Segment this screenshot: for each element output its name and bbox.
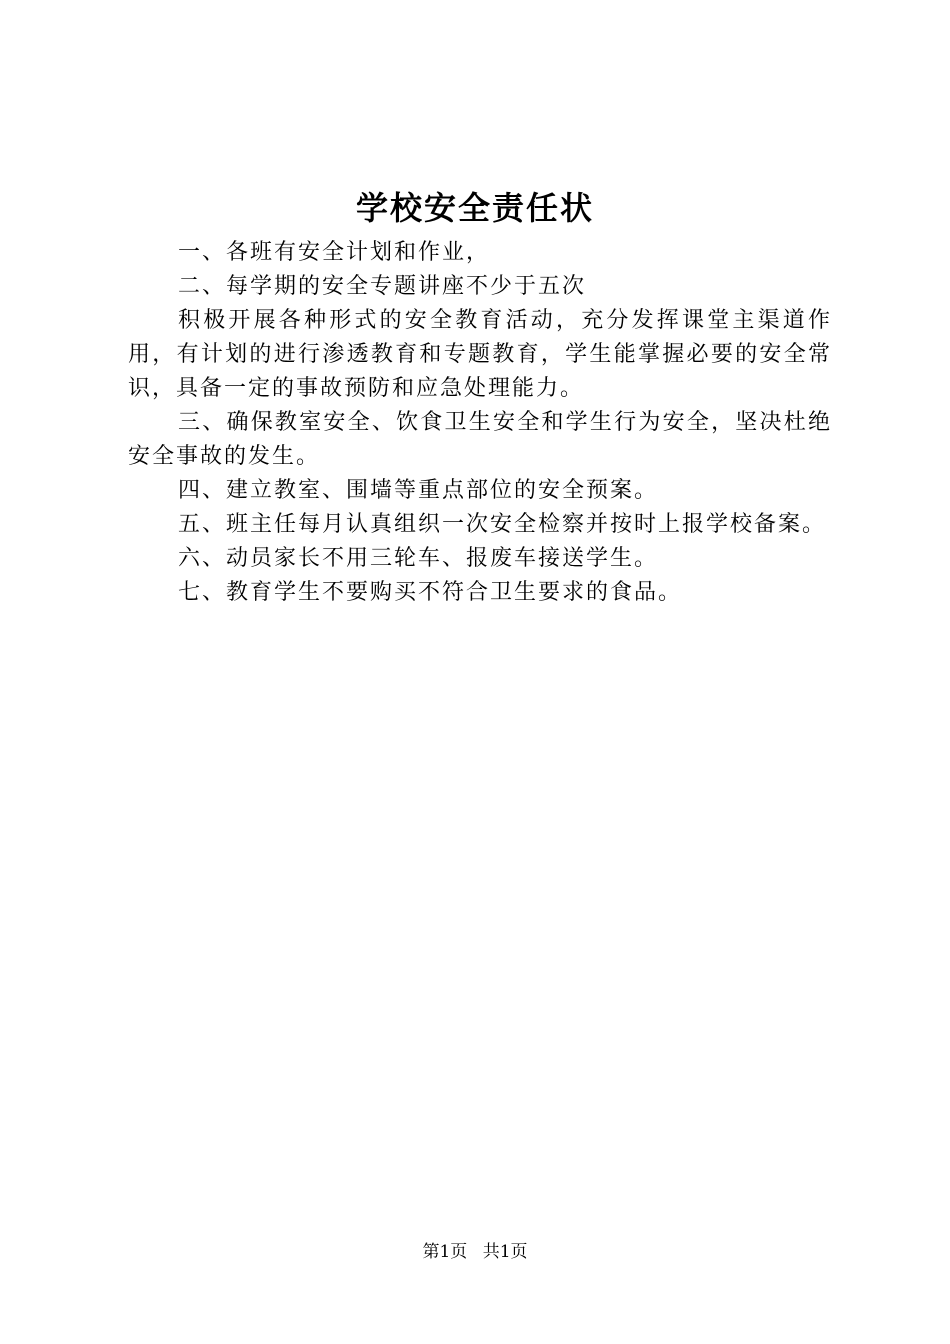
page-footer <box>0 1240 950 1264</box>
paragraph-2: 二、每学期的安全专题讲座不少于五次 <box>178 274 587 299</box>
document-body <box>128 236 832 610</box>
paragraph-4: 三、确保教室安全、饮食卫生安全和学生行为安全，坚决杜绝安全事故的发生。 <box>128 410 832 469</box>
document-title: 学校安全责任状 <box>355 189 594 227</box>
page-number-total: 共1页 <box>482 1242 528 1262</box>
paragraph-3: 积极开展各种形式的安全教育活动，充分发挥课堂主渠道作用，有计划的进行渗透教育和专题教育，学生能掌握必要的安全常识，具备一定的事故预防和应急处理能力。 <box>128 308 832 401</box>
paragraph-1: 一、各班有安全计划和作业， <box>178 240 491 265</box>
page-number-current: 第1页 <box>422 1242 468 1262</box>
paragraph-5: 四、建立教室、围墙等重点部位的安全预案。 <box>178 478 659 503</box>
paragraph-6: 五、班主任每月认真组织一次安全检察并按时上报学校备案。 <box>178 512 827 537</box>
paragraph-8: 七、教育学生不要购买不符合卫生要求的食品。 <box>178 580 683 605</box>
paragraph-7: 六、动员家长不用三轮车、报废车接送学生。 <box>178 546 659 571</box>
